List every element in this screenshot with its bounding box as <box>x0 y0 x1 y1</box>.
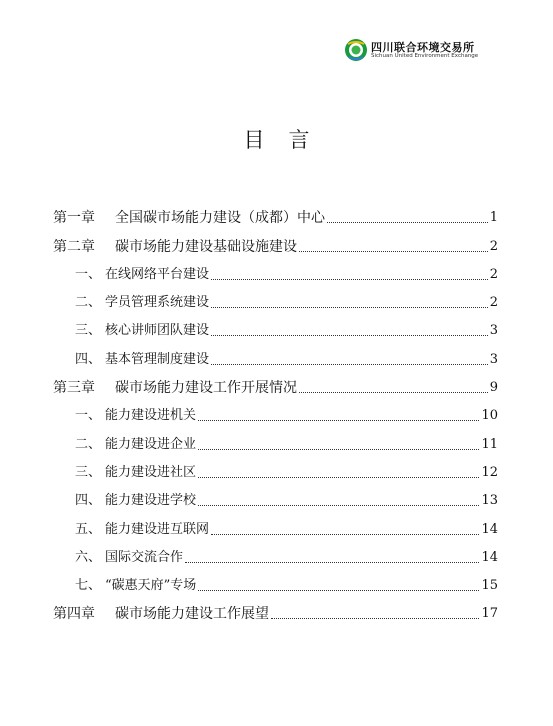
toc-entry-number: 三、 <box>75 464 102 480</box>
toc-entry-text: 在线网络平台建设 <box>105 266 210 282</box>
header-logo <box>344 38 514 64</box>
toc-leader-dots <box>299 391 488 393</box>
toc-entry-number: 二、 <box>75 436 102 452</box>
toc-page-number: 3 <box>489 351 498 367</box>
toc-entry[interactable] <box>53 509 498 537</box>
toc-page-number: 14 <box>481 549 498 565</box>
toc-leader-dots <box>198 476 479 478</box>
globe-leaf-icon <box>344 38 368 62</box>
toc-entry-text: 碳市场能力建设工作开展情况 <box>115 380 297 397</box>
toc-page-number: 1 <box>489 210 498 226</box>
toc-entry[interactable] <box>53 453 498 481</box>
toc-entry-label <box>75 493 196 509</box>
toc-entry-number: 第一章 <box>53 210 95 227</box>
logo-chinese-name: 四川联合环境交易所 <box>371 41 475 54</box>
toc-leader-dots <box>198 589 479 591</box>
toc-page-number: 2 <box>489 266 498 282</box>
toc-entry[interactable] <box>53 368 498 396</box>
table-of-contents <box>53 198 498 622</box>
toc-leader-dots <box>327 221 488 223</box>
toc-entry-label <box>75 550 183 566</box>
toc-entry-text: 能力建设进学校 <box>105 493 197 509</box>
toc-entry-text: 碳市场能力建设基础设施建设 <box>115 238 297 255</box>
toc-entry[interactable] <box>53 538 498 566</box>
logo-english-name: Sichuan United Environment Exchange <box>371 53 479 59</box>
toc-entry-label <box>75 267 209 283</box>
toc-entry-text: 能力建设进企业 <box>105 436 197 452</box>
toc-entry-text: 核心讲师团队建设 <box>105 323 210 339</box>
toc-entry-number: 第三章 <box>53 380 95 397</box>
toc-entry-number: 第二章 <box>53 238 95 255</box>
toc-entry[interactable] <box>53 255 498 283</box>
toc-leader-dots <box>211 334 488 336</box>
toc-entry-number: 二、 <box>75 295 102 311</box>
toc-entry-text: “碳惠天府”专场 <box>105 578 197 594</box>
toc-leader-dots <box>211 533 479 535</box>
toc-leader-dots <box>299 250 488 252</box>
toc-leader-dots <box>211 306 488 308</box>
toc-entry[interactable] <box>53 226 498 254</box>
toc-page-number: 10 <box>481 408 498 424</box>
toc-page-number: 2 <box>489 295 498 311</box>
toc-entry-label <box>75 352 209 368</box>
toc-entry-label <box>75 295 209 311</box>
toc-entry-text: 能力建设进互联网 <box>105 521 210 537</box>
toc-page-number: 15 <box>481 578 498 594</box>
toc-entry-label <box>75 522 209 538</box>
toc-entry-number: 六、 <box>75 549 102 565</box>
toc-entry-text: 学员管理系统建设 <box>105 295 210 311</box>
toc-page-number: 2 <box>489 238 498 254</box>
toc-entry-number: 一、 <box>75 266 102 282</box>
toc-entry-number: 五、 <box>75 521 102 537</box>
toc-leader-dots <box>185 561 479 563</box>
toc-entry-number: 三、 <box>75 323 102 339</box>
toc-page-number: 13 <box>481 493 498 509</box>
toc-entry-number: 七、 <box>75 578 102 594</box>
toc-entry-number: 四、 <box>75 351 102 367</box>
toc-leader-dots <box>198 419 479 421</box>
toc-entry-text: 基本管理制度建设 <box>105 351 210 367</box>
toc-entry-text: 全国碳市场能力建设（成都）中心 <box>115 210 325 227</box>
toc-entry-number: 一、 <box>75 408 102 424</box>
toc-page-number: 14 <box>481 521 498 537</box>
toc-entry-label <box>75 408 196 424</box>
toc-entry[interactable] <box>53 594 498 622</box>
toc-entry-label <box>75 323 209 339</box>
toc-page-number: 17 <box>481 606 498 622</box>
toc-entry[interactable] <box>53 198 498 226</box>
toc-leader-dots <box>198 448 479 450</box>
toc-entry[interactable] <box>53 311 498 339</box>
toc-leader-dots <box>271 617 479 619</box>
toc-page-number: 3 <box>489 323 498 339</box>
page-title: 目言 <box>243 128 334 152</box>
toc-entry-label <box>53 606 269 622</box>
toc-page-number: 9 <box>489 380 498 396</box>
toc-leader-dots <box>198 504 479 506</box>
toc-entry[interactable] <box>53 481 498 509</box>
toc-entry[interactable] <box>53 424 498 452</box>
toc-entry-text: 碳市场能力建设工作展望 <box>115 606 269 623</box>
toc-entry-text: 国际交流合作 <box>105 549 184 565</box>
toc-entry-label <box>53 210 325 226</box>
toc-entry-label <box>53 380 297 396</box>
toc-page-number: 11 <box>481 436 498 452</box>
toc-entry-number: 第四章 <box>53 606 95 623</box>
toc-entry[interactable] <box>53 566 498 594</box>
toc-entry-number: 四、 <box>75 493 102 509</box>
toc-page-number: 12 <box>481 464 498 480</box>
toc-entry[interactable] <box>53 283 498 311</box>
toc-entry-label <box>75 437 196 453</box>
toc-entry-label <box>75 465 196 481</box>
toc-entry-text: 能力建设进社区 <box>105 464 197 480</box>
toc-entry-text: 能力建设进机关 <box>105 408 197 424</box>
toc-entry[interactable] <box>53 396 498 424</box>
toc-entry[interactable] <box>53 339 498 367</box>
toc-leader-dots <box>211 363 488 365</box>
toc-leader-dots <box>211 278 488 280</box>
toc-entry-label <box>75 578 196 594</box>
toc-entry-label <box>53 239 297 255</box>
